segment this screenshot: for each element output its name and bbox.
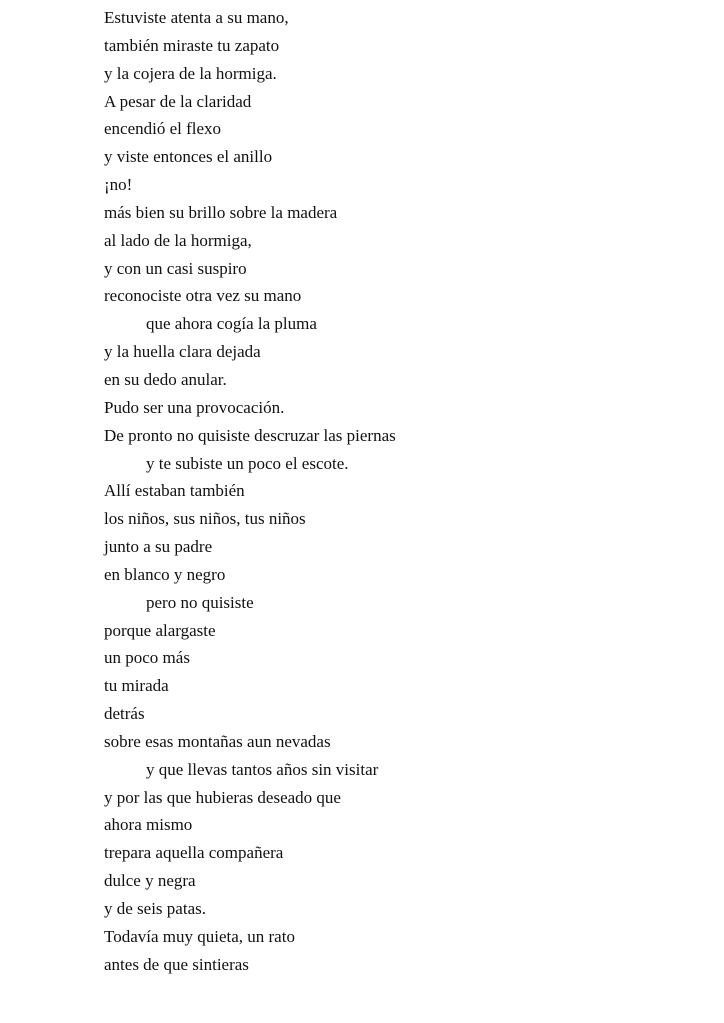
poem-line: en blanco y negro — [104, 564, 226, 584]
poem-text — [104, 4, 396, 979]
poem-line: De pronto no quisiste descruzar las piernas — [104, 425, 396, 445]
poem-line: y de seis patas. — [104, 899, 206, 918]
poem-line: Todavía muy quieta, un rato — [104, 926, 295, 946]
poem-line: y te subiste un poco el escote. — [146, 453, 349, 473]
poem-line: encendió el flexo — [104, 119, 222, 139]
poem-line: tu mirada — [104, 676, 169, 696]
poem-line: más bien su brillo sobre la madera — [104, 202, 338, 222]
poem-line: sobre esas montañas aun nevadas — [104, 731, 331, 751]
poem-line: los niños, sus niños, tus niños — [104, 509, 306, 529]
poem-line: porque alargaste — [104, 620, 216, 640]
poem-line: ahora mismo — [104, 815, 193, 835]
poem-line: y la huella clara dejada — [104, 342, 261, 362]
poem-line: Allí estaban también — [104, 481, 245, 501]
poem-line: un poco más — [104, 648, 190, 668]
poem-line: y por las que hubieras deseado que — [104, 787, 341, 807]
poem-line: dulce y negra — [104, 871, 196, 891]
poem-line: trepara aquella compañera — [104, 843, 284, 863]
poem-line: Pudo ser una provocación. — [104, 397, 285, 417]
poem-line: junto a su padre — [104, 537, 213, 557]
poem-line: en su dedo anular. — [104, 369, 227, 389]
poem-line: pero no quisiste — [146, 592, 254, 612]
poem-line: al lado de la hormiga, — [104, 230, 252, 250]
poem-line: detrás — [104, 704, 145, 724]
poem-line: y con un casi suspiro — [104, 258, 247, 278]
poem-line: y la cojera de la hormiga. — [104, 63, 277, 83]
poem-line: ¡no! — [104, 175, 133, 195]
poem-line: y que llevas tantos años sin visitar — [146, 759, 379, 779]
poem-line: y viste entonces el anillo — [104, 147, 273, 167]
poem-line: antes de que sintieras — [104, 954, 249, 974]
poem-line: también miraste tu zapato — [104, 35, 280, 55]
poem-line: que ahora cogía la pluma — [146, 314, 317, 334]
poem-line: Estuviste atenta a su mano, — [104, 8, 289, 27]
poem-line: reconociste otra vez su mano — [104, 286, 302, 306]
poem-line: A pesar de la claridad — [104, 91, 252, 111]
